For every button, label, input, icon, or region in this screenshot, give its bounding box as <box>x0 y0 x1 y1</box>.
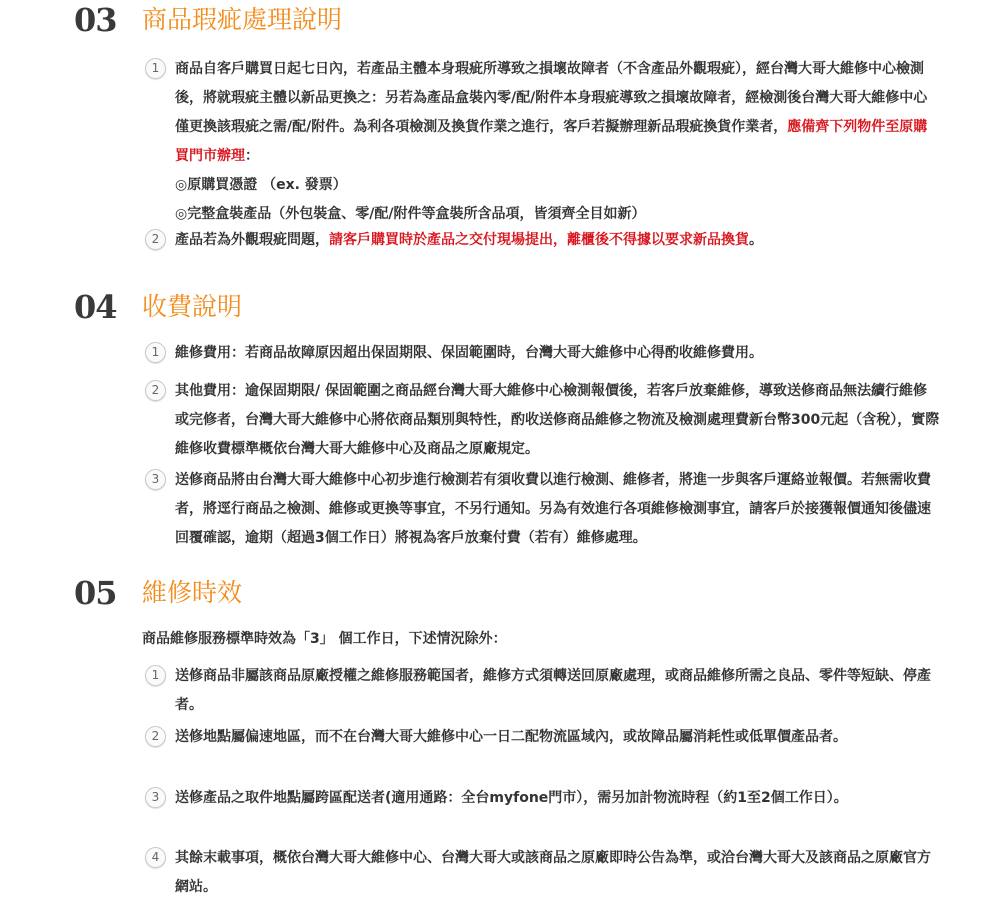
section-title: 收費說明 <box>142 292 243 321</box>
section-number: 03 <box>74 1 117 39</box>
item-text: 送修商品將由台灣大哥大維修中心初步進行檢測若有須收費以進行檢測、維修者，將進一步與客戶運絡並報價。若無需收費者，將逕行商品之檢測、維修或更換等事宜，不另行通知。另為有效進行各項維修檢測事宜，請客戶於接獲報價通知後儘速回覆確認，逾期（超過3個工作日）將視為客戶放棄付費（若有）維修處理。 <box>175 472 931 546</box>
item-number-badge: 2 <box>145 380 166 401</box>
item-highlight-text: 應備齊下列物件至原購買門市辦理 <box>175 119 928 164</box>
item-text-part: 商品自客戶購買日起七日內，若產品主體本身瑕疵所導致之損壞故障者（不含產品外觀瑕疵），經台灣大哥大維修中心檢測後，將就瑕疵主體以新品更換之：另若為產品盒裝內零/配/附件本身瑕疵導致之損壞故障者，經檢測後台灣大哥大維修中心僅更換該瑕疵之需/配/附件。為利各項檢測及換貨作業之進行，客戶若擬辦理新品瑕疵換貨作業者， <box>175 61 928 135</box>
section-title: 商品瑕疵處理說明 <box>142 5 343 34</box>
required-document-item: ◎完整盒裝產品（外包裝盒、零/配/附件等盒裝所含品項，皆須齊全目如新） <box>175 206 646 222</box>
item-text-part: 。 <box>749 232 763 248</box>
item-number-badge: 3 <box>145 787 166 808</box>
required-document-item: ◎原購買憑證 （ex. 發票） <box>175 177 347 193</box>
item-text: 其他費用：逾保固期限/ 保固範圍之商品經台灣大哥大維修中心檢測報價後，若客戶放棄維修，導致送修商品無法續行維修或完修者，台灣大哥大維修中心將依商品類別與特性，酌收送修商品維修之物流及檢測處理費新台幣300元起（含稅），實際維修收費標準概依台灣大哥大維修中心及商品之原廠規定。 <box>175 383 940 457</box>
section-intro: 商品維修服務標準時效為「3」 個工作日，下述情況除外： <box>142 631 507 647</box>
item-text: 送修商品非屬該商品原廠授權之維修服務範国者，維修方式須轉送回原廠處理，或商品維修所需之良品、零件等短缺、停產者。 <box>175 668 931 713</box>
item-text: 送修產品之取件地點屬跨區配送者(適用通路：全台myfone門市），需另加計物流時程（約1至2個工作日）。 <box>175 790 848 806</box>
item-text: 送修地點屬偏速地區，而不在台灣大哥大維修中心一日二配物流區域內，或故障品屬消耗性或低單價產品者。 <box>175 729 847 745</box>
item-text-part: ： <box>245 148 259 164</box>
section-number: 04 <box>74 288 117 326</box>
item-number-badge: 2 <box>145 726 166 747</box>
item-text <box>175 55 940 229</box>
section-title: 維修時效 <box>142 578 243 607</box>
item-number-badge: 1 <box>145 58 166 79</box>
item-number-badge: 1 <box>145 665 166 686</box>
item-text: 其餘末載事項，概依台灣大哥大維修中心、台灣大哥大或該商品之原廠即時公告為準，或洽台灣大哥大及該商品之原廠官方網站。 <box>175 850 931 895</box>
item-text <box>175 226 940 255</box>
item-text: 維修費用：若商品故障原因超出保固期限、保固範圍時，台灣大哥大維修中心得酌收維修費用。 <box>175 345 763 361</box>
section-number: 05 <box>74 574 117 612</box>
item-number-badge: 4 <box>145 847 166 868</box>
item-number-badge: 3 <box>145 469 166 490</box>
item-highlight-text: 請客戶購買時於產品之交付現場提出，離櫃後不得據以要求新品換貨 <box>329 232 749 248</box>
item-text-part: 產品若為外觀瑕疵問題， <box>175 232 329 248</box>
item-number-badge: 2 <box>145 229 166 250</box>
item-number-badge: 1 <box>145 342 166 363</box>
